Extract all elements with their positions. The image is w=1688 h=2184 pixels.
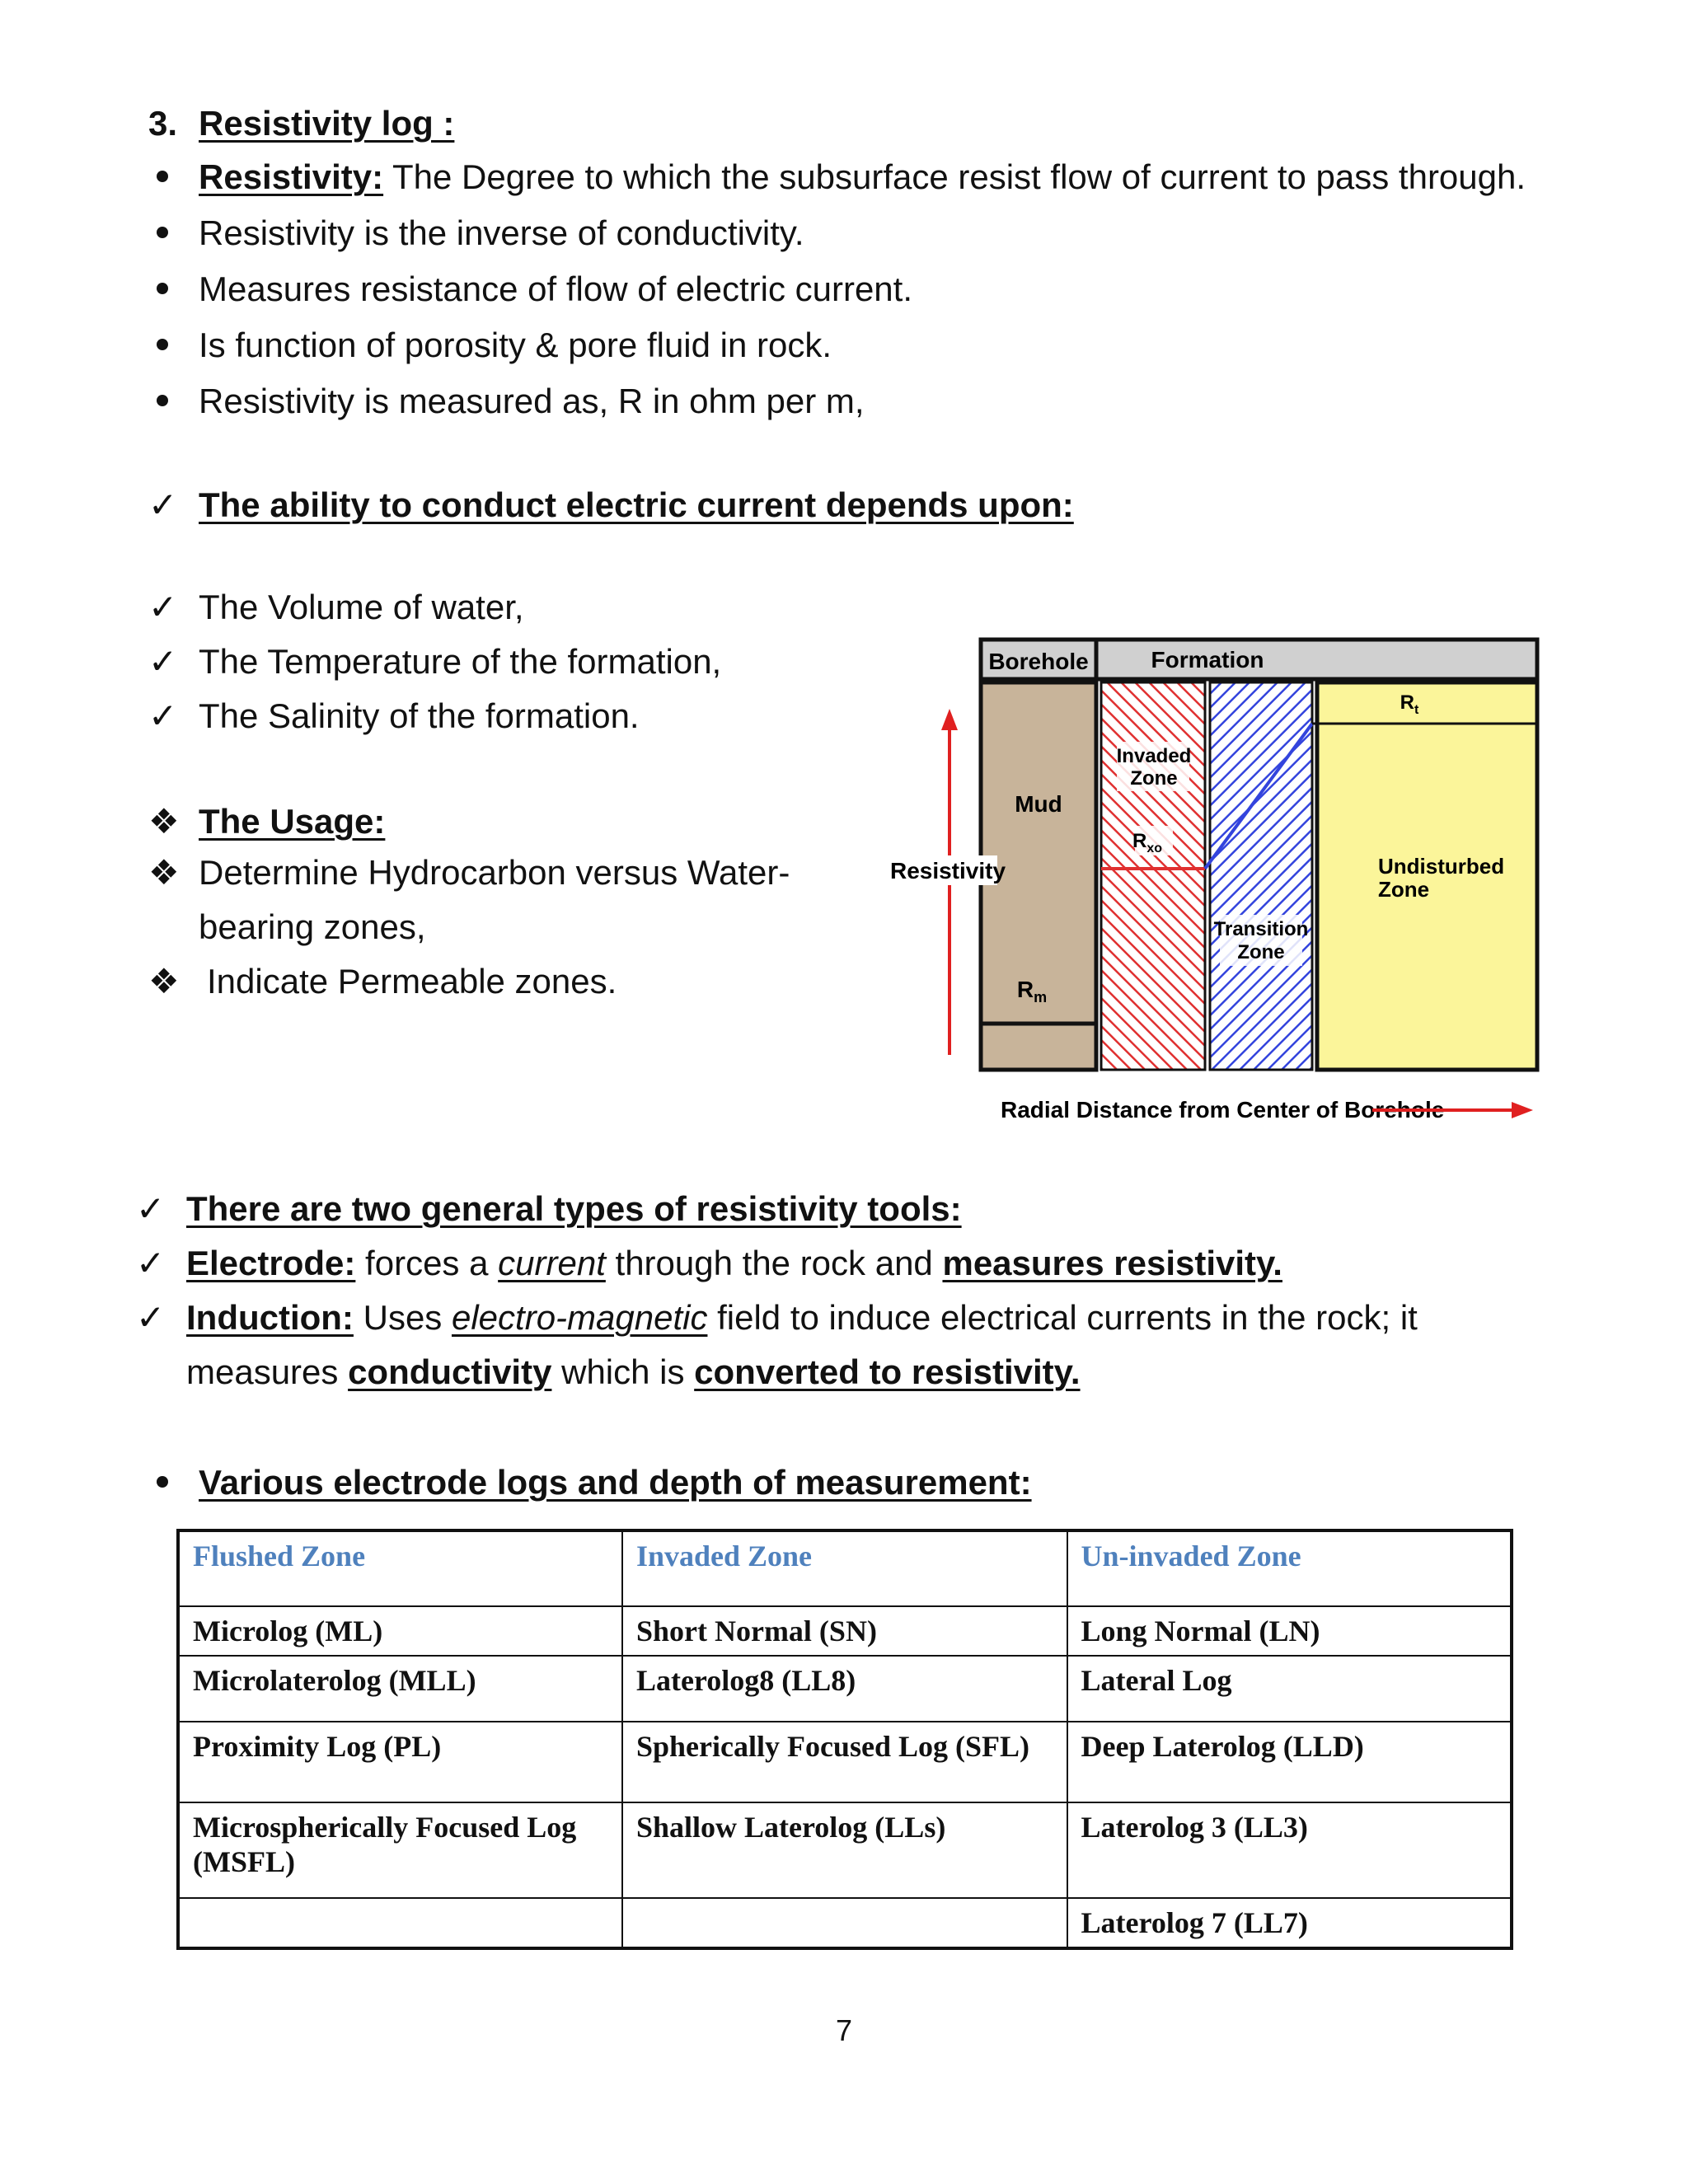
undisturbed-label: Undisturbed xyxy=(1378,854,1505,879)
definition-item: Is function of porosity & pore fluid in rock. xyxy=(199,326,832,364)
induction-converted: converted to resistivity. xyxy=(694,1352,1081,1391)
diamond-bullet-icon: ❖ xyxy=(148,962,180,1001)
tools-heading: There are two general types of resistivity tools: xyxy=(186,1189,962,1228)
table-cell: Microspherically Focused Log (MSFL) xyxy=(178,1802,622,1898)
checkmark-icon: ✓ xyxy=(148,642,178,681)
table-cell xyxy=(178,1898,622,1948)
table-cell: Microlog (ML) xyxy=(178,1606,622,1656)
bullet-dot xyxy=(157,1476,168,1488)
table-cell: Laterolog 7 (LL7) xyxy=(1067,1898,1512,1948)
rt-subscript: t xyxy=(1414,703,1419,717)
induction-text-2: field to induce electrical currents in the rock; it xyxy=(707,1298,1418,1337)
section-title: Resistivity log : xyxy=(199,104,455,143)
table-cell xyxy=(622,1898,1067,1948)
invaded-zone xyxy=(1101,682,1205,1070)
bullet-dot xyxy=(157,283,168,294)
resistivity-axis-label: Resistivity xyxy=(890,858,1006,883)
invaded-label-2: Zone xyxy=(1130,767,1178,790)
resistivity-profile-diagram xyxy=(890,635,1550,1146)
table-row xyxy=(178,1802,1512,1898)
electrode-label: Electrode: xyxy=(186,1244,356,1282)
usage-item-continued: bearing zones, xyxy=(199,907,426,946)
definition-item: Measures resistance of flow of electric current. xyxy=(199,269,913,308)
table-cell: Proximity Log (PL) xyxy=(178,1722,622,1802)
page-number: 7 xyxy=(835,2013,853,2047)
transition-zone xyxy=(1210,682,1312,1070)
bullet-dot xyxy=(157,171,168,182)
diamond-bullet-icon: ❖ xyxy=(148,853,180,892)
transition-label-2: Zone xyxy=(1237,941,1285,963)
rm-subscript: m xyxy=(1034,989,1048,1005)
induction-label: Induction: xyxy=(186,1298,354,1337)
ability-item: The Volume of water, xyxy=(199,588,524,626)
rxo-subscript: xo xyxy=(1146,841,1163,855)
definition-resistivity xyxy=(199,157,1526,198)
checkmark-icon: ✓ xyxy=(136,1244,166,1282)
checkmark-icon: ✓ xyxy=(148,696,178,735)
definition-text: The Degree to which the subsurface resist flow of current to pass through. xyxy=(383,157,1526,196)
induction-line-2 xyxy=(186,1352,1081,1393)
bullet-dot xyxy=(157,339,168,350)
definition-item: Resistivity is the inverse of conductivity. xyxy=(199,213,804,252)
formation-label: Formation xyxy=(1151,647,1264,673)
checkmark-icon: ✓ xyxy=(136,1298,166,1337)
undisturbed-label-2: Zone xyxy=(1378,877,1430,902)
electrode-logs-table xyxy=(176,1529,1513,1950)
section-number: 3. xyxy=(148,104,178,143)
electrode-line xyxy=(186,1243,1282,1284)
ability-item: The Salinity of the formation. xyxy=(199,696,640,735)
induction-text-4: which is xyxy=(551,1352,695,1391)
rt-symbol: R xyxy=(1400,691,1415,714)
distance-axis-label: Radial Distance from Center of Borehole xyxy=(1001,1097,1445,1122)
borehole-label: Borehole xyxy=(988,649,1089,674)
invaded-label: Invaded xyxy=(1116,745,1192,767)
electrode-current: current xyxy=(498,1244,606,1282)
table-cell: Deep Laterolog (LLD) xyxy=(1067,1722,1512,1802)
table-row xyxy=(178,1656,1512,1722)
electrode-text: forces a xyxy=(355,1244,499,1282)
usage-item: Determine Hydrocarbon versus Water- xyxy=(199,853,790,892)
table-row xyxy=(178,1898,1512,1948)
usage-item: Indicate Permeable zones. xyxy=(207,962,617,1001)
table-cell: Spherically Focused Log (SFL) xyxy=(622,1722,1067,1802)
induction-conductivity: conductivity xyxy=(348,1352,552,1391)
table-cell: Shallow Laterolog (LLs) xyxy=(622,1802,1067,1898)
checkmark-icon: ✓ xyxy=(148,588,178,626)
resistivity-arrowhead-icon xyxy=(941,709,958,730)
ability-heading: The ability to conduct electric current depends upon: xyxy=(199,485,1074,524)
bullet-dot xyxy=(157,395,168,406)
table-header-cell: Un-invaded Zone xyxy=(1067,1530,1512,1606)
electrode-emphasis: measures resistivity. xyxy=(942,1244,1282,1282)
mud-label: Mud xyxy=(1015,791,1062,817)
table-cell: Laterolog 3 (LL3) xyxy=(1067,1802,1512,1898)
rm-symbol: R xyxy=(1016,977,1034,1002)
table-header-row xyxy=(178,1530,1512,1606)
table-cell: Short Normal (SN) xyxy=(622,1606,1067,1656)
transition-label: Transition xyxy=(1213,918,1309,940)
table-header-cell: Flushed Zone xyxy=(178,1530,622,1606)
electrode-text-2: through the rock and xyxy=(605,1244,943,1282)
table-cell: Long Normal (LN) xyxy=(1067,1606,1512,1656)
distance-arrowhead-icon xyxy=(1512,1102,1533,1118)
table-row xyxy=(178,1606,1512,1656)
logs-heading: Various electrode logs and depth of measurement: xyxy=(199,1463,1032,1502)
diamond-bullet-icon: ❖ xyxy=(148,802,180,841)
bullet-dot xyxy=(157,227,168,238)
induction-line xyxy=(186,1297,1418,1338)
table-cell: Laterolog8 (LL8) xyxy=(622,1656,1067,1722)
checkmark-icon: ✓ xyxy=(148,485,178,524)
rxo-symbol: R xyxy=(1132,830,1147,852)
induction-text: Uses xyxy=(353,1298,452,1337)
ability-item: The Temperature of the formation, xyxy=(199,642,722,681)
definition-label: Resistivity: xyxy=(199,157,384,196)
table-cell: Lateral Log xyxy=(1067,1656,1512,1722)
usage-heading: The Usage: xyxy=(199,802,386,841)
induction-text-3: measures xyxy=(186,1352,349,1391)
table-header-cell: Invaded Zone xyxy=(622,1530,1067,1606)
table-cell: Microlaterolog (MLL) xyxy=(178,1656,622,1722)
definition-item: Resistivity is measured as, R in ohm per m, xyxy=(199,382,865,420)
induction-em: electro-magnetic xyxy=(451,1298,708,1337)
checkmark-icon: ✓ xyxy=(136,1189,166,1228)
table-row xyxy=(178,1722,1512,1802)
